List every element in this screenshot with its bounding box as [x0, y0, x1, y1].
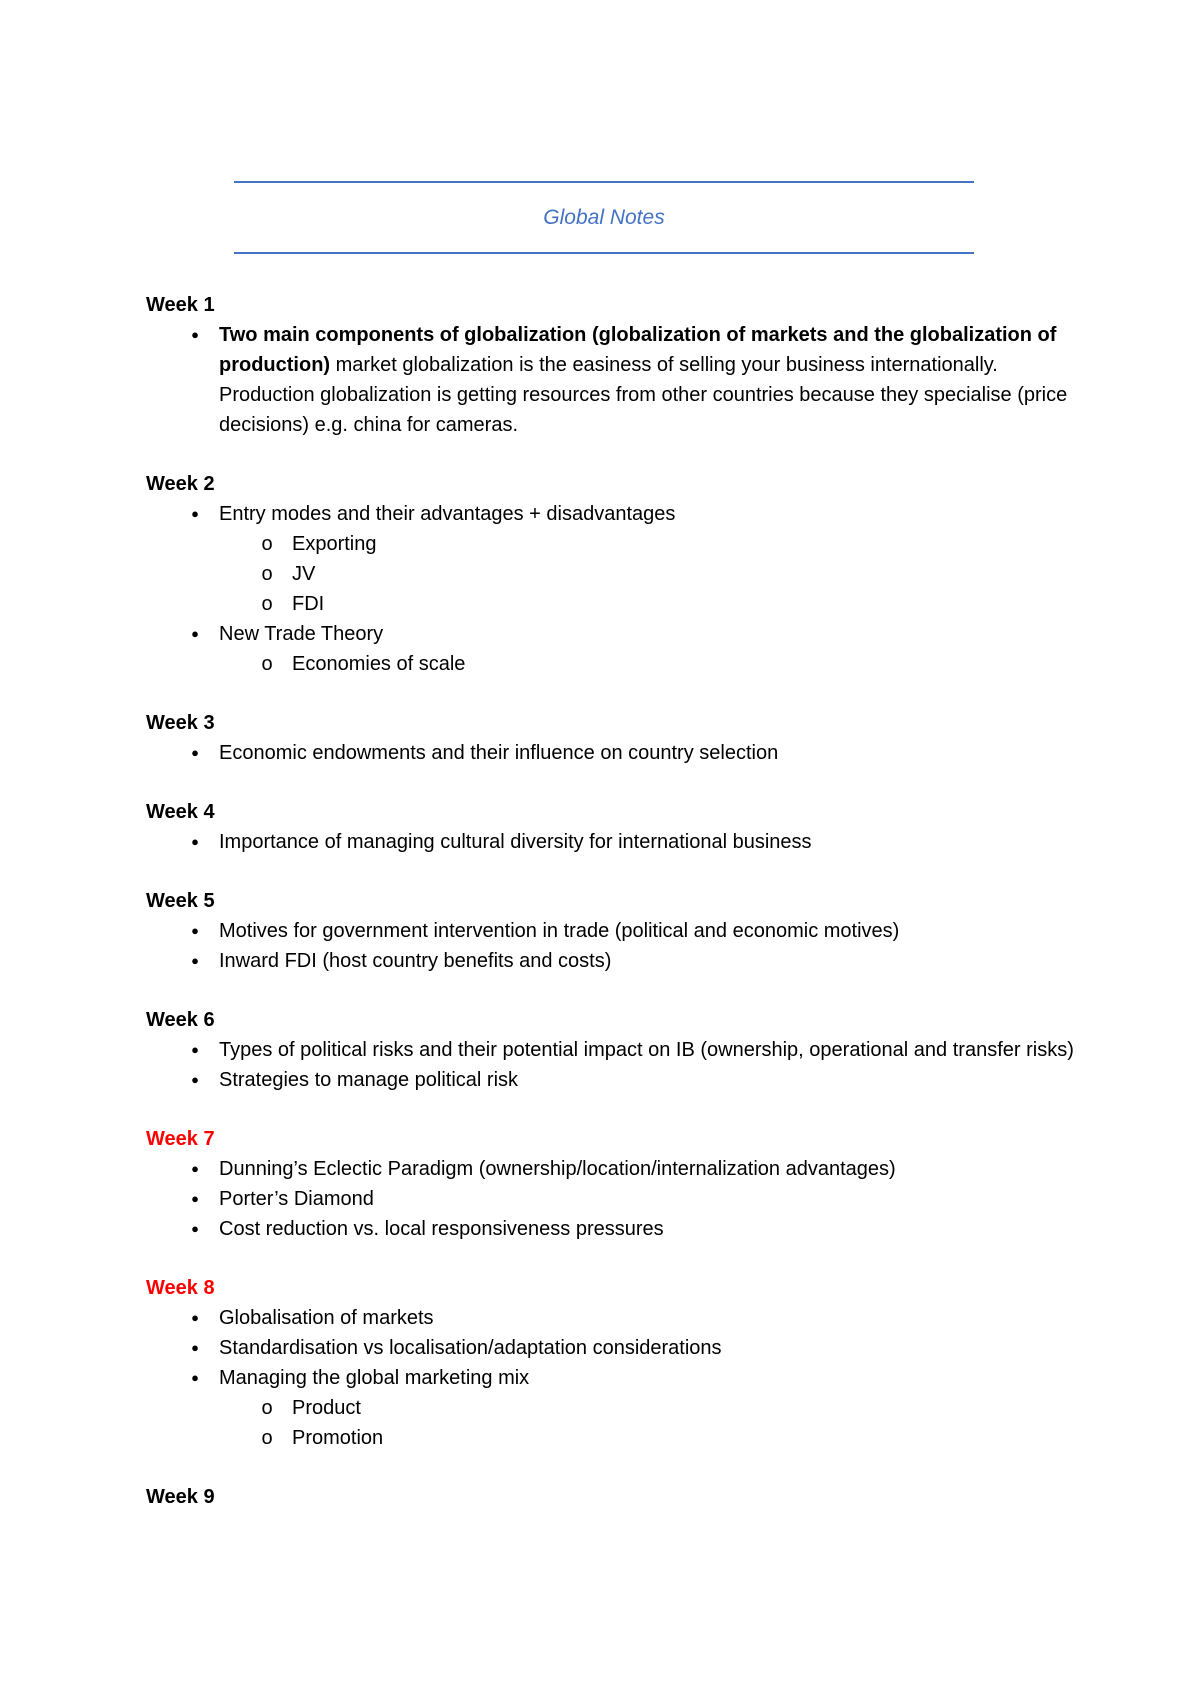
sub-list-item-text: Promotion	[292, 1427, 384, 1449]
bullet-icon: ●	[191, 834, 199, 849]
list-item-text: market globalization is the easiness of selling your business internationally. Production globalization is getting resources from other countries because they specialise (price decisions) e.g. china for cameras.	[219, 354, 1068, 436]
bullet-list	[146, 916, 1076, 976]
list-item	[146, 1214, 1076, 1244]
list-item	[146, 499, 1076, 529]
document-title: Global Notes	[543, 206, 665, 229]
list-item-text: Inward FDI (host country benefits and costs)	[219, 950, 612, 972]
list-item-text: Dunning’s Eclectic Paradigm (ownership/location/internalization advantages)	[219, 1158, 896, 1180]
list-item-text: Economic endowments and their influence on country selection	[219, 742, 779, 764]
sub-list-item-text: Economies of scale	[292, 653, 466, 675]
list-item	[146, 1363, 1076, 1393]
list-item-text: Types of political risks and their potential impact on IB (ownership, operational and transfer risks)	[219, 1039, 1074, 1061]
bullet-icon: ●	[191, 1191, 199, 1206]
list-item	[146, 1333, 1076, 1363]
week-heading: Week 1	[146, 294, 215, 316]
list-item-text: Porter’s Diamond	[219, 1188, 374, 1210]
list-item	[146, 738, 1076, 768]
bullet-list	[146, 320, 1076, 440]
bullet-icon: ●	[191, 923, 199, 938]
bullet-icon: ●	[191, 1340, 199, 1355]
list-item-text: Managing the global marketing mix	[219, 1367, 530, 1389]
list-item	[146, 827, 1076, 857]
week-heading: Week 5	[146, 890, 215, 912]
sub-list-item	[146, 529, 1076, 559]
week-heading-highlighted: Week 7	[146, 1128, 215, 1150]
list-item	[146, 619, 1076, 649]
title-bottom-rule	[234, 252, 974, 254]
week-heading: Week 6	[146, 1009, 215, 1031]
sub-list-item	[146, 1393, 1076, 1423]
bullet-icon: ●	[191, 1042, 199, 1057]
sub-list-item	[146, 649, 1076, 679]
circle-bullet-icon: o	[261, 653, 273, 675]
circle-bullet-icon: o	[261, 593, 273, 615]
list-item	[146, 1184, 1076, 1214]
list-item	[146, 1065, 1076, 1095]
week-heading: Week 2	[146, 473, 215, 495]
list-item-text: Strategies to manage political risk	[219, 1069, 519, 1091]
bullet-icon: ●	[191, 1072, 199, 1087]
circle-bullet-icon: o	[261, 1397, 273, 1419]
week-heading: Week 4	[146, 801, 215, 823]
title-block	[234, 181, 974, 254]
circle-bullet-icon: o	[261, 563, 273, 585]
bullet-list	[146, 738, 1076, 768]
bullet-list	[146, 499, 1076, 679]
bullet-icon: ●	[191, 745, 199, 760]
bullet-list	[146, 827, 1076, 857]
bullet-icon: ●	[191, 953, 199, 968]
sub-list-item	[146, 559, 1076, 589]
bullet-icon: ●	[191, 626, 199, 641]
bullet-icon: ●	[191, 506, 199, 521]
sub-list-item	[146, 1423, 1076, 1453]
list-item	[146, 916, 1076, 946]
sub-list-item	[146, 589, 1076, 619]
list-item-text: Importance of managing cultural diversity for international business	[219, 831, 812, 853]
bullet-list	[146, 1154, 1076, 1244]
circle-bullet-icon: o	[261, 533, 273, 555]
list-item-text: Globalisation of markets	[219, 1307, 434, 1329]
sub-list-item-text: FDI	[292, 593, 325, 615]
sub-list-item-text: JV	[292, 563, 316, 585]
week-heading-highlighted: Week 8	[146, 1277, 215, 1299]
list-item	[146, 1303, 1076, 1333]
list-item	[146, 946, 1076, 976]
bullet-icon: ●	[191, 1310, 199, 1325]
bullet-icon: ●	[191, 1161, 199, 1176]
bullet-icon: ●	[191, 327, 199, 342]
circle-bullet-icon: o	[261, 1427, 273, 1449]
bullet-list	[146, 1035, 1076, 1095]
list-item-text: Entry modes and their advantages + disadvantages	[219, 503, 676, 525]
week-heading: Week 3	[146, 712, 215, 734]
bullet-icon: ●	[191, 1221, 199, 1236]
list-item	[146, 1035, 1076, 1065]
week-heading: Week 9	[146, 1486, 215, 1508]
list-item-text: Standardisation vs localisation/adaptation considerations	[219, 1337, 722, 1359]
bullet-list	[146, 1303, 1076, 1453]
list-item	[146, 320, 1076, 440]
list-item-text: New Trade Theory	[219, 623, 384, 645]
sub-list-item-text: Exporting	[292, 533, 377, 555]
list-item-text: Cost reduction vs. local responsiveness pressures	[219, 1218, 664, 1240]
list-item	[146, 1154, 1076, 1184]
list-item-text: Motives for government intervention in trade (political and economic motives)	[219, 920, 900, 942]
bullet-icon: ●	[191, 1370, 199, 1385]
list-item-bold-text: Two main components of globalization (globalization of markets and the globalization of production)	[219, 324, 1057, 376]
sub-list-item-text: Product	[292, 1397, 361, 1419]
notes-content	[146, 290, 1076, 1512]
